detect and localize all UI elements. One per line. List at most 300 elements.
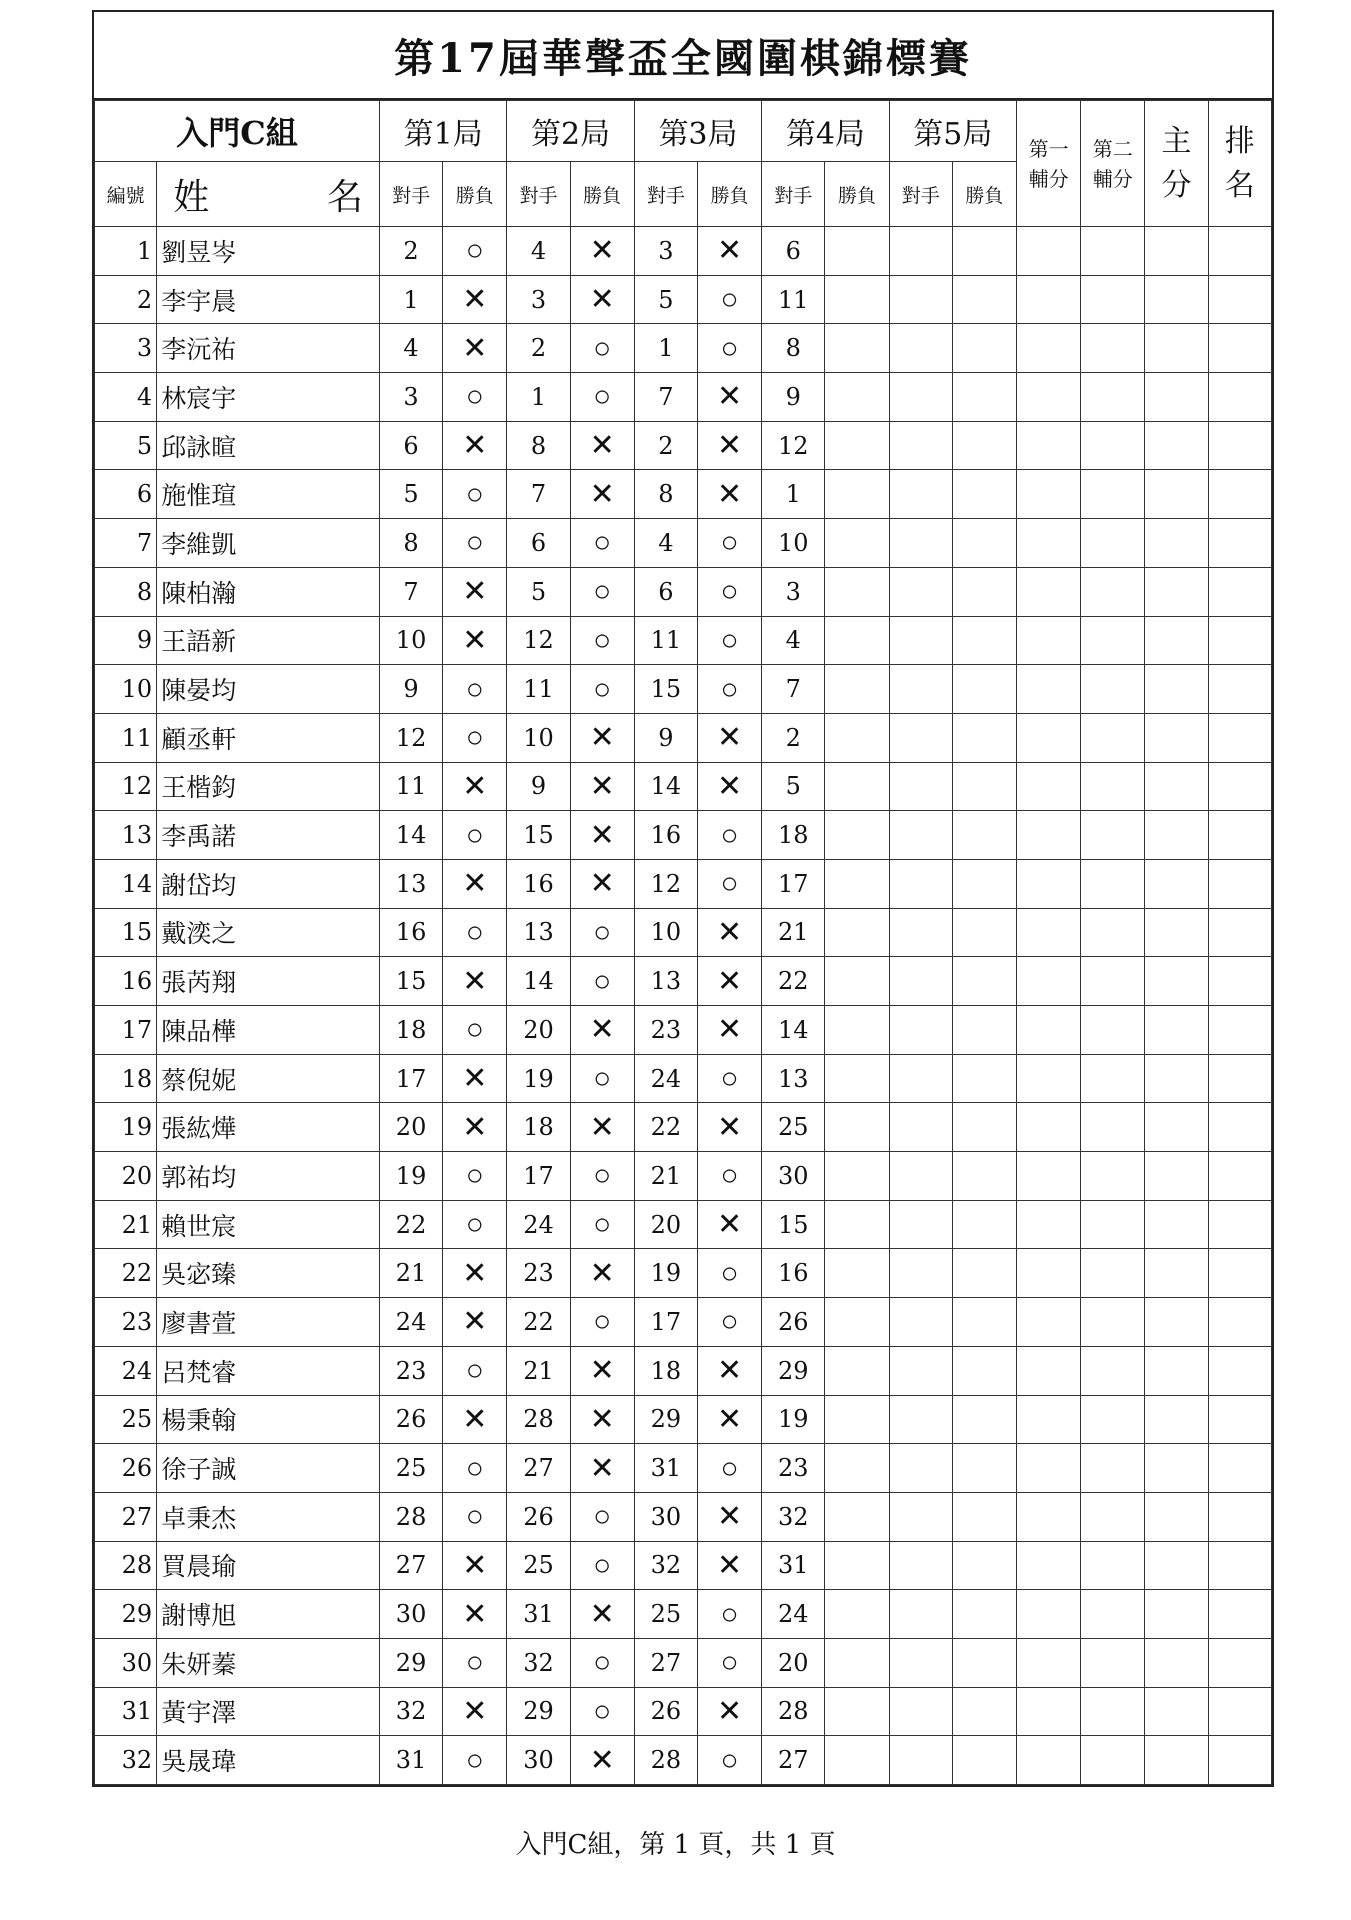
opponent-cell: 29	[379, 1638, 442, 1687]
aux-score-2-cell	[1081, 1444, 1145, 1493]
result-cell: ✕	[570, 713, 634, 762]
rank-cell	[1208, 616, 1271, 665]
player-name: 邱詠暄	[157, 421, 380, 470]
result-cell: ✕	[570, 1590, 634, 1639]
page-title: 第17屆華聲盃全國圍棋錦標賽	[94, 12, 1272, 100]
result-cell: ○	[570, 1152, 634, 1201]
result-cell	[825, 811, 889, 860]
result-cell	[952, 421, 1016, 470]
player-no: 14	[95, 859, 157, 908]
player-name: 李維凱	[157, 519, 380, 568]
opponent-cell: 15	[507, 811, 570, 860]
main-score-cell	[1145, 616, 1208, 665]
player-no: 20	[95, 1152, 157, 1201]
opponent-cell: 5	[379, 470, 442, 519]
opponent-cell: 30	[634, 1492, 697, 1541]
result-cell: ○	[570, 373, 634, 422]
main-score-cell	[1145, 1346, 1208, 1395]
table-row	[95, 1054, 1272, 1103]
opponent-cell: 3	[507, 275, 570, 324]
opponent-cell: 11	[507, 665, 570, 714]
rank-cell	[1208, 1346, 1271, 1395]
result-cell	[952, 1444, 1016, 1493]
name-header	[157, 162, 380, 227]
result-cell	[825, 1492, 889, 1541]
aux-score-1-cell	[1017, 1152, 1081, 1201]
opponent-cell: 26	[379, 1395, 442, 1444]
opponent-cell: 16	[379, 908, 442, 957]
opponent-cell: 12	[634, 859, 697, 908]
opponent-cell: 14	[634, 762, 697, 811]
main-score-cell	[1145, 1590, 1208, 1639]
opponent-cell: 23	[379, 1346, 442, 1395]
opponent-cell	[889, 421, 952, 470]
result-cell: ✕	[570, 1006, 634, 1055]
opponent-cell: 2	[634, 421, 697, 470]
opponent-cell	[889, 519, 952, 568]
result-cell: ✕	[443, 275, 507, 324]
table-row	[95, 1638, 1272, 1687]
main-score-cell	[1145, 1054, 1208, 1103]
opponent-cell: 17	[507, 1152, 570, 1201]
opponent-cell	[889, 324, 952, 373]
opponent-cell: 18	[507, 1103, 570, 1152]
opponent-cell: 26	[507, 1492, 570, 1541]
aux-score-2-cell	[1081, 227, 1145, 276]
opponent-cell: 18	[379, 1006, 442, 1055]
player-no: 3	[95, 324, 157, 373]
player-no: 21	[95, 1200, 157, 1249]
round-3-header: 第3局	[634, 101, 761, 162]
result-cell	[825, 908, 889, 957]
result-cell: ✕	[570, 1736, 634, 1785]
res-header-1: 勝負	[443, 162, 507, 227]
result-cell	[825, 1638, 889, 1687]
player-name: 李禹諾	[157, 811, 380, 860]
aux-score-1-cell	[1017, 1444, 1081, 1493]
rank-cell	[1208, 1298, 1271, 1347]
opponent-cell: 12	[379, 713, 442, 762]
result-cell: ✕	[697, 1006, 761, 1055]
player-no: 12	[95, 762, 157, 811]
player-no: 29	[95, 1590, 157, 1639]
aux-score-2-cell	[1081, 762, 1145, 811]
result-cell: ✕	[570, 421, 634, 470]
player-no: 7	[95, 519, 157, 568]
aux-score-2-cell	[1081, 859, 1145, 908]
table-row	[95, 811, 1272, 860]
aux-score-2-cell	[1081, 1298, 1145, 1347]
player-name: 林宸宇	[157, 373, 380, 422]
opponent-cell: 15	[634, 665, 697, 714]
opponent-cell: 14	[507, 957, 570, 1006]
opponent-cell: 8	[379, 519, 442, 568]
result-cell: ✕	[697, 908, 761, 957]
main-score-cell	[1145, 1200, 1208, 1249]
result-cell: ✕	[697, 1687, 761, 1736]
player-no: 17	[95, 1006, 157, 1055]
rank-cell	[1208, 324, 1271, 373]
opponent-cell	[889, 1249, 952, 1298]
opponent-cell: 2	[762, 713, 825, 762]
rank-line1: 排	[1224, 123, 1255, 159]
opponent-cell: 8	[507, 421, 570, 470]
result-cell: ○	[697, 1298, 761, 1347]
aux-score-2-cell	[1081, 1054, 1145, 1103]
aux-score-1-cell	[1017, 1395, 1081, 1444]
opponent-cell: 18	[634, 1346, 697, 1395]
round-1-header: 第1局	[379, 101, 506, 162]
opponent-cell: 1	[634, 324, 697, 373]
aux-score-2-cell	[1081, 1638, 1145, 1687]
result-cell: ✕	[697, 1395, 761, 1444]
aux-score-1-cell	[1017, 227, 1081, 276]
result-cell: ✕	[570, 1103, 634, 1152]
table-row	[95, 1103, 1272, 1152]
rank-cell	[1208, 421, 1271, 470]
no-header: 編號	[95, 162, 157, 227]
player-no: 15	[95, 908, 157, 957]
result-cell: ○	[697, 519, 761, 568]
player-name: 王語新	[157, 616, 380, 665]
result-cell: ✕	[570, 470, 634, 519]
result-cell: ○	[443, 470, 507, 519]
rank-header	[1208, 101, 1271, 227]
opponent-cell	[889, 1346, 952, 1395]
opponent-cell: 2	[379, 227, 442, 276]
aux-score-2-cell	[1081, 373, 1145, 422]
player-name: 黃宇澤	[157, 1687, 380, 1736]
aux-score-1-cell	[1017, 1590, 1081, 1639]
aux-score-1-cell	[1017, 1054, 1081, 1103]
result-cell	[825, 1346, 889, 1395]
opponent-cell: 3	[762, 567, 825, 616]
opponent-cell: 11	[762, 275, 825, 324]
opponent-cell: 32	[379, 1687, 442, 1736]
result-cell	[825, 324, 889, 373]
player-no: 13	[95, 811, 157, 860]
opponent-cell	[889, 1200, 952, 1249]
result-cell	[825, 957, 889, 1006]
opponent-cell: 25	[507, 1541, 570, 1590]
opponent-cell	[889, 859, 952, 908]
opponent-cell	[889, 1298, 952, 1347]
opp-header-3: 對手	[634, 162, 697, 227]
result-cell	[825, 1687, 889, 1736]
table-row	[95, 957, 1272, 1006]
player-name: 朱妍蓁	[157, 1638, 380, 1687]
result-cell	[825, 1249, 889, 1298]
result-cell: ✕	[570, 762, 634, 811]
table-row	[95, 859, 1272, 908]
result-cell	[825, 1590, 889, 1639]
opponent-cell: 21	[762, 908, 825, 957]
result-cell: ✕	[697, 713, 761, 762]
opponent-cell: 5	[634, 275, 697, 324]
aux-score-2-cell	[1081, 665, 1145, 714]
res-header-3: 勝負	[697, 162, 761, 227]
opponent-cell: 12	[762, 421, 825, 470]
opponent-cell: 19	[634, 1249, 697, 1298]
rank-cell	[1208, 1249, 1271, 1298]
result-cell	[825, 616, 889, 665]
main-score-header	[1145, 101, 1208, 227]
result-cell: ✕	[443, 1541, 507, 1590]
aux-score-2-cell	[1081, 1006, 1145, 1055]
main-line2: 分	[1161, 167, 1192, 203]
opponent-cell: 32	[762, 1492, 825, 1541]
rank-cell	[1208, 1444, 1271, 1493]
opponent-cell: 28	[379, 1492, 442, 1541]
opponent-cell	[889, 1006, 952, 1055]
result-cell: ✕	[443, 1054, 507, 1103]
res-header-2: 勝負	[570, 162, 634, 227]
round-4-header: 第4局	[762, 101, 889, 162]
aux-score-1-cell	[1017, 713, 1081, 762]
opponent-cell: 30	[379, 1590, 442, 1639]
result-cell: ✕	[443, 616, 507, 665]
player-name: 王楷鈞	[157, 762, 380, 811]
player-no: 26	[95, 1444, 157, 1493]
res-header-4: 勝負	[825, 162, 889, 227]
player-no: 18	[95, 1054, 157, 1103]
result-cell	[952, 373, 1016, 422]
player-name: 陳晏均	[157, 665, 380, 714]
opponent-cell: 17	[634, 1298, 697, 1347]
player-name: 楊秉翰	[157, 1395, 380, 1444]
opponent-cell	[889, 1736, 952, 1785]
opponent-cell: 31	[507, 1590, 570, 1639]
opponent-cell: 29	[507, 1687, 570, 1736]
player-name: 卓秉杰	[157, 1492, 380, 1541]
result-cell: ○	[443, 908, 507, 957]
result-cell: ○	[570, 1200, 634, 1249]
opponent-cell	[889, 1541, 952, 1590]
result-cell: ○	[697, 1152, 761, 1201]
result-cell: ✕	[443, 567, 507, 616]
main-score-cell	[1145, 1492, 1208, 1541]
result-cell: ○	[697, 275, 761, 324]
opponent-cell: 26	[634, 1687, 697, 1736]
opponent-cell	[889, 713, 952, 762]
aux-score-1-cell	[1017, 908, 1081, 957]
opponent-cell: 14	[762, 1006, 825, 1055]
result-cell	[825, 1736, 889, 1785]
player-name: 顧丞軒	[157, 713, 380, 762]
main-line1: 主	[1161, 123, 1192, 159]
opponent-cell: 24	[634, 1054, 697, 1103]
aux-score-2-cell	[1081, 1346, 1145, 1395]
result-cell: ○	[443, 1006, 507, 1055]
result-cell: ✕	[697, 1541, 761, 1590]
opponent-cell: 19	[379, 1152, 442, 1201]
player-name: 戴湙之	[157, 908, 380, 957]
result-cell	[825, 1152, 889, 1201]
result-cell: ○	[570, 1054, 634, 1103]
result-cell	[825, 762, 889, 811]
main-score-cell	[1145, 908, 1208, 957]
opponent-cell: 21	[634, 1152, 697, 1201]
opponent-cell: 18	[762, 811, 825, 860]
table-row	[95, 1346, 1272, 1395]
result-cell	[952, 665, 1016, 714]
opponent-cell: 7	[762, 665, 825, 714]
aux-score-2-cell	[1081, 470, 1145, 519]
rank-cell	[1208, 1152, 1271, 1201]
result-cell: ○	[697, 1249, 761, 1298]
opponent-cell: 8	[762, 324, 825, 373]
main-score-cell	[1145, 1444, 1208, 1493]
result-cell: ✕	[697, 373, 761, 422]
opponent-cell: 6	[379, 421, 442, 470]
player-no: 1	[95, 227, 157, 276]
result-cell	[952, 1590, 1016, 1639]
table-row	[95, 373, 1272, 422]
opponent-cell	[889, 762, 952, 811]
rank-cell	[1208, 567, 1271, 616]
table-row	[95, 1687, 1272, 1736]
main-score-cell	[1145, 1298, 1208, 1347]
result-cell: ○	[443, 373, 507, 422]
opponent-cell: 7	[379, 567, 442, 616]
rank-cell	[1208, 1541, 1271, 1590]
player-name: 郭祐均	[157, 1152, 380, 1201]
table-row	[95, 1298, 1272, 1347]
main-score-cell	[1145, 665, 1208, 714]
player-no: 23	[95, 1298, 157, 1347]
aux-score-1-cell	[1017, 1346, 1081, 1395]
opponent-cell	[889, 1638, 952, 1687]
result-cell: ○	[697, 1736, 761, 1785]
result-cell: ✕	[570, 227, 634, 276]
result-cell: ○	[570, 1298, 634, 1347]
result-cell: ○	[570, 1638, 634, 1687]
table-row	[95, 421, 1272, 470]
result-cell	[952, 1006, 1016, 1055]
opponent-cell: 20	[507, 1006, 570, 1055]
table-row	[95, 1006, 1272, 1055]
opponent-cell: 6	[507, 519, 570, 568]
aux-score-2-cell	[1081, 519, 1145, 568]
result-cell: ○	[697, 811, 761, 860]
opponent-cell: 14	[379, 811, 442, 860]
opponent-cell: 32	[634, 1541, 697, 1590]
opponent-cell: 24	[762, 1590, 825, 1639]
opponent-cell: 32	[507, 1638, 570, 1687]
result-cell: ○	[443, 1444, 507, 1493]
main-score-cell	[1145, 227, 1208, 276]
table-row	[95, 713, 1272, 762]
opponent-cell: 10	[762, 519, 825, 568]
player-name: 謝博旭	[157, 1590, 380, 1639]
opponent-cell: 6	[762, 227, 825, 276]
rank-cell	[1208, 1736, 1271, 1785]
rank-cell	[1208, 665, 1271, 714]
player-name: 廖書萱	[157, 1298, 380, 1347]
opponent-cell	[889, 1444, 952, 1493]
result-cell: ✕	[570, 1444, 634, 1493]
opponent-cell: 29	[762, 1346, 825, 1395]
result-cell: ○	[570, 324, 634, 373]
aux-score-2-header	[1081, 101, 1145, 227]
aux-score-1-cell	[1017, 616, 1081, 665]
round-5-header: 第5局	[889, 101, 1016, 162]
result-cell	[952, 1200, 1016, 1249]
result-cell	[952, 227, 1016, 276]
result-cell: ✕	[570, 1346, 634, 1395]
player-no: 22	[95, 1249, 157, 1298]
result-cell: ✕	[570, 811, 634, 860]
result-cell	[952, 1249, 1016, 1298]
main-score-cell	[1145, 859, 1208, 908]
table-row	[95, 1541, 1272, 1590]
opponent-cell	[889, 227, 952, 276]
aux-score-1-cell	[1017, 1249, 1081, 1298]
result-cell: ○	[443, 1492, 507, 1541]
name-header-a: 姓	[173, 176, 210, 218]
aux-score-2-cell	[1081, 1249, 1145, 1298]
result-cell	[825, 567, 889, 616]
result-cell: ✕	[697, 1200, 761, 1249]
opponent-cell: 27	[507, 1444, 570, 1493]
main-score-cell	[1145, 1006, 1208, 1055]
main-score-cell	[1145, 373, 1208, 422]
player-name: 陳品樺	[157, 1006, 380, 1055]
result-cell	[952, 1736, 1016, 1785]
opponent-cell: 5	[762, 762, 825, 811]
player-no: 32	[95, 1736, 157, 1785]
result-cell: ○	[443, 811, 507, 860]
player-no: 8	[95, 567, 157, 616]
aux-score-2-cell	[1081, 1395, 1145, 1444]
opponent-cell: 22	[507, 1298, 570, 1347]
result-cell	[952, 324, 1016, 373]
result-cell: ○	[443, 519, 507, 568]
result-cell: ○	[443, 665, 507, 714]
opponent-cell: 25	[634, 1590, 697, 1639]
result-cell	[952, 1054, 1016, 1103]
opponent-cell: 22	[762, 957, 825, 1006]
main-score-cell	[1145, 1736, 1208, 1785]
result-cell	[825, 713, 889, 762]
result-cell	[825, 665, 889, 714]
rank-cell	[1208, 859, 1271, 908]
opponent-cell: 25	[762, 1103, 825, 1152]
aux-score-1-cell	[1017, 519, 1081, 568]
main-score-cell	[1145, 275, 1208, 324]
player-name: 徐子誠	[157, 1444, 380, 1493]
aux-score-1-cell	[1017, 470, 1081, 519]
result-cell: ○	[697, 1444, 761, 1493]
result-cell: ✕	[443, 1249, 507, 1298]
player-name: 張紘燁	[157, 1103, 380, 1152]
main-score-cell	[1145, 1152, 1208, 1201]
aux-score-2-cell	[1081, 421, 1145, 470]
name-header-b: 名	[326, 176, 363, 218]
aux-score-1-cell	[1017, 567, 1081, 616]
opponent-cell: 10	[634, 908, 697, 957]
opponent-cell: 22	[379, 1200, 442, 1249]
result-cell: ○	[697, 1590, 761, 1639]
player-name: 謝岱均	[157, 859, 380, 908]
opponent-cell: 1	[762, 470, 825, 519]
main-score-cell	[1145, 324, 1208, 373]
table-row	[95, 665, 1272, 714]
opponent-cell	[889, 1590, 952, 1639]
result-cell	[952, 567, 1016, 616]
opponent-cell: 25	[379, 1444, 442, 1493]
result-cell: ○	[697, 567, 761, 616]
